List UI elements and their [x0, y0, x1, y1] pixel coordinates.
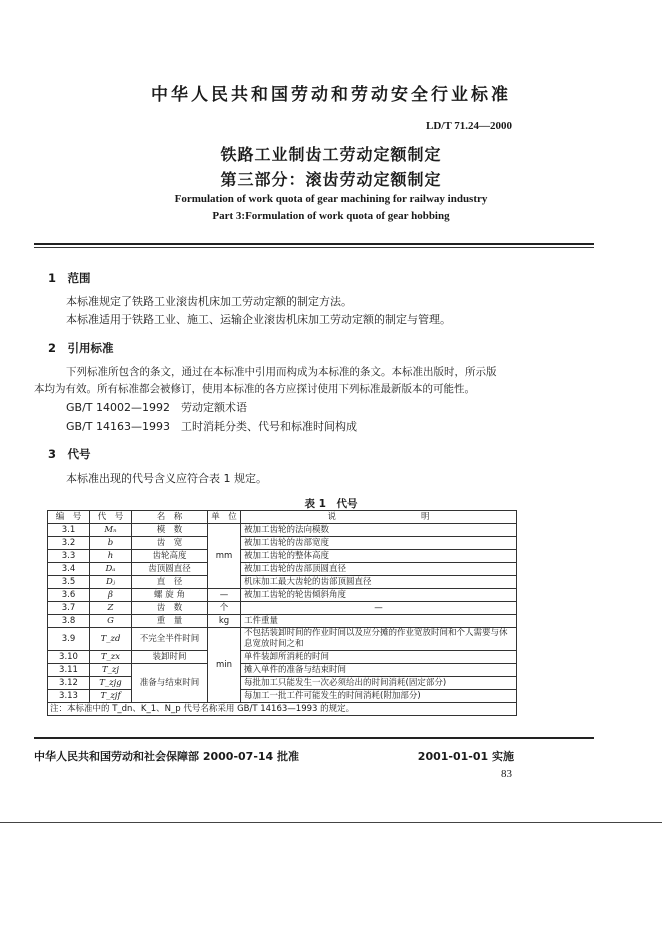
section-1-heading: 1 范围: [48, 271, 91, 285]
section-1-para-2: 本标准适用于铁路工业、施工、运输企业滚齿机床加工劳动定额的制定与管理。: [66, 313, 451, 326]
standard-category-title: 中华人民共和国劳动和劳动安全行业标准: [151, 85, 511, 105]
cell-number: 3.12: [48, 677, 90, 690]
cell-description: 被加工齿轮的齿部宽度: [241, 537, 517, 550]
cell-name: 齿 宽: [132, 537, 208, 550]
cell-name: 模 数: [132, 524, 208, 537]
header-number: 编 号: [48, 511, 90, 524]
cell-unit-min: min: [208, 628, 241, 703]
cell-code: T_zjf: [90, 690, 132, 703]
cell-name: 不完全半件时间: [132, 628, 208, 651]
cell-name-preparation: 准备与结束时间: [132, 664, 208, 703]
cell-number: 3.6: [48, 589, 90, 602]
table-row: [48, 550, 517, 563]
table-note: 注：本标准中的 T_dn、K_1、N_p 代号名称采用 GB/T 14163—1993 的规定。: [48, 703, 517, 716]
cell-description: —: [241, 602, 517, 615]
cell-code: b: [90, 537, 132, 550]
cell-name: 螺 旋 角: [132, 589, 208, 602]
title-divider-thick: [34, 243, 594, 245]
cell-number: 3.2: [48, 537, 90, 550]
title-cn-line2: 第三部分：滚齿劳动定额制定: [220, 170, 442, 189]
cell-code: Z: [90, 602, 132, 615]
section-2-para-2: 本均为有效。所有标准都会被修订，使用本标准的各方应探讨使用下列标准最新版本的可能性。: [34, 383, 475, 395]
title-divider-thin: [34, 247, 594, 248]
cell-unit-kg: kg: [208, 615, 241, 628]
cell-number: 3.1: [48, 524, 90, 537]
reference-gb-14163: GB/T 14163—1993 工时消耗分类、代号和标准时间构成: [66, 420, 357, 433]
table-row: [48, 563, 517, 576]
cell-code: Dⱼ: [90, 576, 132, 589]
cell-description: 被加工齿轮的齿部顶圆直径: [241, 563, 517, 576]
cell-code: T_zj: [90, 664, 132, 677]
cell-description: 每加工一批工件可能发生的时间消耗(附加部分): [241, 690, 517, 703]
cell-description: 被加工齿轮的轮齿倾斜角度: [241, 589, 517, 602]
page-number: 83: [501, 768, 512, 780]
header-code: 代 号: [90, 511, 132, 524]
table-row: [48, 628, 517, 651]
table-row: [48, 602, 517, 615]
cell-description: 每批加工只能发生一次必须给出的时间消耗(固定部分): [241, 677, 517, 690]
cell-name: 装卸时间: [132, 651, 208, 664]
table-note-row: [48, 703, 517, 716]
table-header-row: [48, 511, 517, 524]
cell-number: 3.9: [48, 628, 90, 651]
cell-code: β: [90, 589, 132, 602]
cell-description: 工件重量: [241, 615, 517, 628]
header-description: 说 明: [241, 511, 517, 524]
cell-name: 重 量: [132, 615, 208, 628]
cell-name: 齿顶圆直径: [132, 563, 208, 576]
table-row: [48, 677, 517, 690]
title-en-line1: Formulation of work quota of gear machining for railway industry: [174, 193, 488, 205]
title-en-line2: Part 3:Formulation of work quota of gear hobbing: [212, 210, 450, 222]
cell-description: 机床加工最大齿轮的齿部顶圆直径: [241, 576, 517, 589]
title-cn-line1: 铁路工业制齿工劳动定额制定: [220, 145, 442, 164]
issuer-approval: 中华人民共和国劳动和社会保障部 2000-07-14 批准: [34, 750, 300, 763]
cell-description: 被加工齿轮的法向模数: [241, 524, 517, 537]
cell-name: 齿轮高度: [132, 550, 208, 563]
section-2-para-1: 下列标准所包含的条文，通过在本标准中引用而构成为本标准的条文。本标准出版时，所示版: [66, 366, 497, 378]
section-3-heading: 3 代号: [48, 447, 91, 461]
cell-unit-mm: mm: [208, 524, 241, 589]
cell-number: 3.8: [48, 615, 90, 628]
table-row: [48, 589, 517, 602]
effective-date: 2001-01-01 实施: [417, 750, 514, 763]
cell-number: 3.4: [48, 563, 90, 576]
cell-description: 不包括装卸时间的作业时间以及应分摊的作业宽放时间和个人需要与休息宽放时间之和: [241, 628, 517, 651]
header-unit: 单 位: [208, 511, 241, 524]
cell-number: 3.13: [48, 690, 90, 703]
table-row: [48, 524, 517, 537]
table-row: [48, 664, 517, 677]
code-table: [47, 510, 517, 716]
section-2-heading: 2 引用标准: [48, 341, 114, 355]
cell-code: T_zx: [90, 651, 132, 664]
cell-code: G: [90, 615, 132, 628]
header-name: 名 称: [132, 511, 208, 524]
table-row: [48, 537, 517, 550]
cell-number: 3.7: [48, 602, 90, 615]
cell-unit-dash: —: [208, 589, 241, 602]
cell-code: Mₙ: [90, 524, 132, 537]
cell-number: 3.11: [48, 664, 90, 677]
table-row: [48, 615, 517, 628]
table-caption: 表 1 代号: [304, 498, 358, 510]
cell-description: 摊入单件的准备与结束时间: [241, 664, 517, 677]
cell-description: 被加工齿轮的整体高度: [241, 550, 517, 563]
section-1-para-1: 本标准规定了铁路工业滚齿机床加工劳动定额的制定方法。: [66, 295, 352, 308]
cell-unit-ge: 个: [208, 602, 241, 615]
standard-number: LD/T 71.24—2000: [426, 120, 512, 132]
cell-code: T_zjg: [90, 677, 132, 690]
cell-name: 齿 数: [132, 602, 208, 615]
cell-code: Dₐ: [90, 563, 132, 576]
cell-number: 3.10: [48, 651, 90, 664]
reference-gb-14002: GB/T 14002—1992 劳动定额术语: [66, 401, 247, 414]
cell-description: 单件装卸所消耗的时间: [241, 651, 517, 664]
table-row: [48, 576, 517, 589]
cell-code: h: [90, 550, 132, 563]
section-3-para-1: 本标准出现的代号含义应符合表 1 规定。: [66, 472, 267, 485]
cell-number: 3.5: [48, 576, 90, 589]
cell-code: T_zd: [90, 628, 132, 651]
cell-number: 3.3: [48, 550, 90, 563]
page-bottom-rule: [0, 822, 662, 823]
table-row: [48, 690, 517, 703]
cell-name: 直 径: [132, 576, 208, 589]
table-row: [48, 651, 517, 664]
footer-divider: [34, 737, 594, 739]
